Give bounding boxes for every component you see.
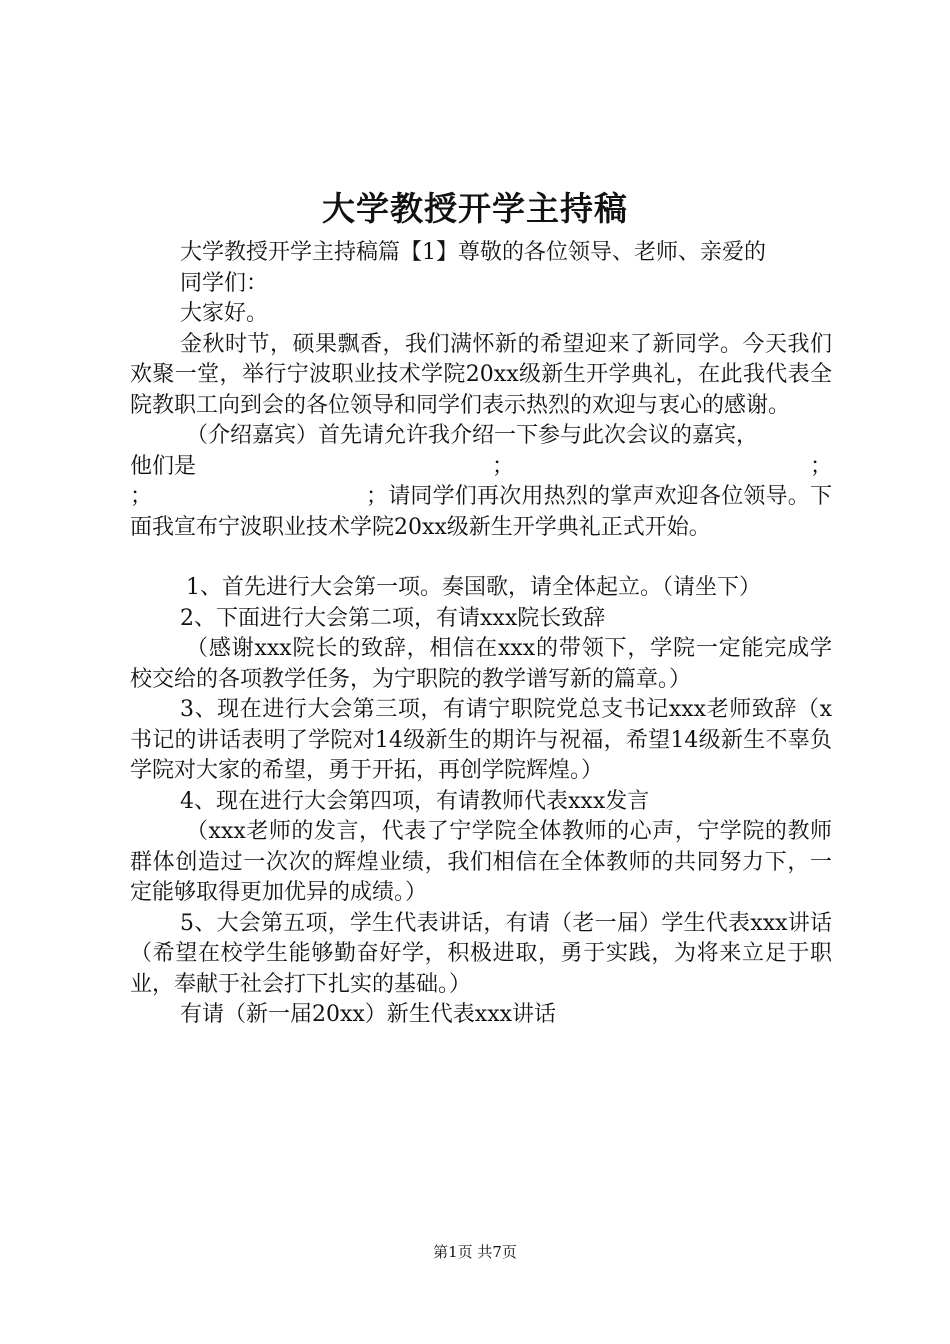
paragraph-gap xyxy=(130,543,832,573)
guests-semicolon-3: ； xyxy=(130,484,153,509)
paragraph-classmates: 同学们： xyxy=(180,270,269,296)
guests-label: 他们是 xyxy=(130,453,197,479)
page-footer: 第1页 共7页 xyxy=(433,1243,517,1261)
guests-semicolon-2: ； xyxy=(809,453,832,479)
agenda-item-2: 2、下面进行大会第二项，有请xxx院长致辞 xyxy=(180,605,606,631)
paragraph-greeting: 大家好。 xyxy=(180,301,269,326)
paragraph-guests-intro: （介绍嘉宾）首先请允许我介绍一下参与此次会议的嘉宾， xyxy=(186,423,759,448)
paragraph-salutation: 大学教授开学主持稿篇【1】尊敬的各位领导、老师、亲爱的 xyxy=(180,240,766,265)
paragraph-guests-end xyxy=(130,482,832,543)
agenda-item-3: 3、现在进行大会第三项，有请宁职院党总支书记xxx老师致辞（x书记的讲话表明了学院对14级新生的期许与祝福，希望14级新生不辜负学院对大家的希望，勇于开拓，再创学院辉煌。） xyxy=(130,697,832,783)
agenda-item-6: 有请（新一届20xx）新生代表xxx讲话 xyxy=(180,1002,557,1027)
paragraph-opening: 金秋时节，硕果飘香，我们满怀新的希望迎来了新同学。今天我们欢聚一堂，举行宁波职业技术学院20xx级新生开学典礼，在此我代表全院教职工向到会的各位领导和同学们表示热烈的欢迎与衷心的感谢。 xyxy=(130,331,832,418)
document-body xyxy=(130,238,832,1031)
guests-semicolon-1: ； xyxy=(491,453,514,479)
guests-blank-line xyxy=(130,452,832,483)
guests-welcome-text: ；请同学们再次用热烈的掌声欢迎各位领导。下面我宣布宁波职业技术学院20xx级新生开学典礼正式开始。 xyxy=(130,484,832,540)
agenda-item-5: 5、大会第五项，学生代表讲话，有请（老一届）学生代表xxx讲话（希望在校学生能够勤奋好学，积极进取，勇于实践，为将来立足于职业，奉献于社会打下扎实的基础。） xyxy=(130,910,832,997)
agenda-item-4-note: （xxx老师的发言，代表了宁学院全体教师的心声，宁学院的教师群体创造过一次次的辉煌业绩，我们相信在全体教师的共同努力下，一定能够取得更加优异的成绩。） xyxy=(130,819,832,905)
document-title: 大学教授开学主持稿 xyxy=(322,189,628,228)
agenda-item-1: 1、首先进行大会第一项。奏国歌，请全体起立。（请坐下） xyxy=(186,575,761,600)
agenda-item-2-note: （感谢xxx院长的致辞，相信在xxx的带领下，学院一定能完成学校交给的各项教学任务，为宁职院的教学谱写新的篇章。） xyxy=(130,636,832,692)
agenda-item-4: 4、现在进行大会第四项，有请教师代表xxx发言 xyxy=(180,788,650,814)
